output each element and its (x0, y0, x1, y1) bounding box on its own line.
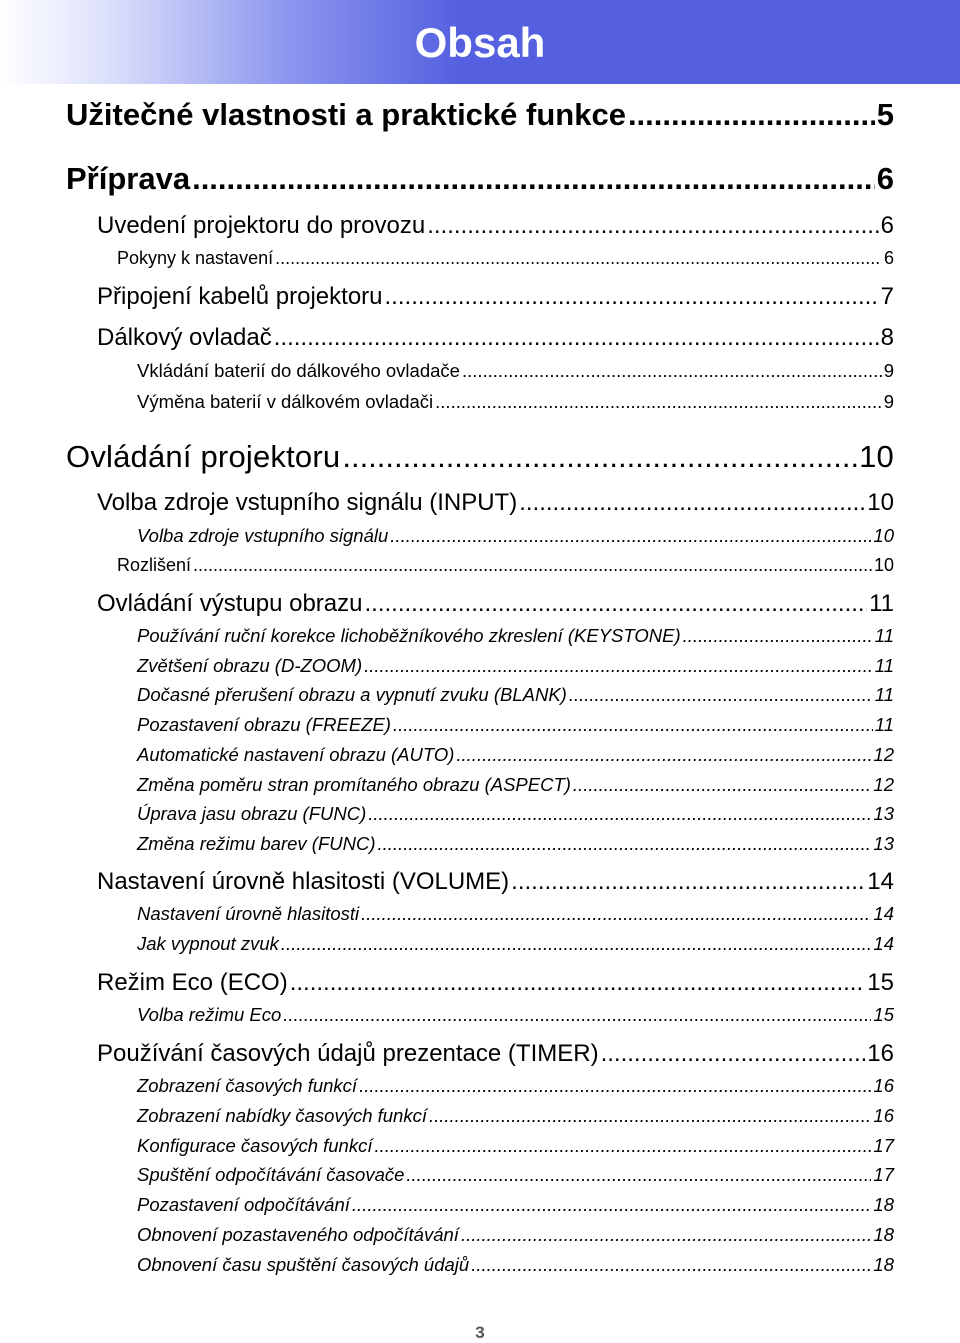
toc-entry-page: 16 (867, 1040, 894, 1067)
toc-entry-title: Zobrazení nabídky časových funkcí (137, 1105, 427, 1126)
toc-entry-page: 11 (874, 684, 894, 705)
toc-entry-page: 18 (873, 1224, 894, 1245)
toc-leader (429, 1105, 871, 1127)
toc-entry-page: 18 (873, 1254, 894, 1275)
toc-leader (375, 1135, 872, 1157)
toc-entry-title: Používání časových údajů prezentace (TIMER) (97, 1040, 599, 1067)
toc-entry[interactable] (137, 803, 894, 825)
toc-entry-page: 8 (880, 324, 894, 351)
page-number: 3 (475, 1323, 485, 1342)
toc-entry-title: Konfigurace časových funkcí (137, 1135, 373, 1156)
toc-leader (352, 1194, 872, 1216)
toc-entry[interactable] (137, 1194, 894, 1216)
toc-entry-title: Režim Eco (ECO) (97, 969, 288, 996)
toc-entry-page: 9 (883, 360, 894, 381)
toc-leader (359, 1075, 871, 1097)
toc-entry-title: Dálkový ovladač (97, 324, 272, 351)
toc-entry-page: 13 (873, 803, 894, 824)
toc-entry-page: 11 (869, 590, 894, 617)
toc-entry[interactable] (137, 1105, 894, 1127)
toc-entry-page: 9 (883, 391, 894, 412)
toc-entry[interactable] (97, 590, 894, 619)
toc-leader (283, 1004, 871, 1026)
toc-entry-page: 6 (876, 161, 894, 196)
toc-leader (281, 933, 872, 955)
toc-entry-title: Pokyny k nastavení (117, 248, 274, 268)
toc-entry[interactable] (137, 684, 894, 706)
toc-entry-page: 6 (883, 248, 894, 268)
toc-leader (683, 625, 873, 647)
toc-entry[interactable] (137, 1075, 894, 1097)
toc-entry[interactable] (137, 391, 894, 413)
toc-entry[interactable] (137, 625, 894, 647)
toc-entry-page: 10 (873, 525, 894, 546)
toc-entry-page: 14 (873, 903, 894, 924)
toc-leader (193, 555, 872, 577)
toc-entry[interactable] (137, 774, 894, 796)
toc-entry[interactable] (97, 868, 894, 897)
toc-entry-page: 5 (876, 97, 894, 132)
toc-leader (385, 283, 879, 312)
toc-entry-page: 11 (874, 714, 894, 735)
toc-leader (601, 1040, 866, 1069)
toc-entry-title: Zobrazení časových funkcí (137, 1075, 358, 1096)
toc-leader (628, 96, 875, 133)
toc-entry-page: 17 (873, 1135, 894, 1156)
toc-leader (393, 714, 873, 736)
toc-leader (569, 684, 873, 706)
toc-entry[interactable] (97, 489, 894, 518)
toc-entry[interactable] (137, 1224, 894, 1246)
toc-entry-title: Používání ruční korekce lichoběžníkového zkreslení (KEYSTONE) (137, 625, 681, 646)
toc-entry-title: Zvětšení obrazu (D-ZOOM) (137, 655, 363, 676)
toc-entry-title: Pozastavení odpočítávání (137, 1194, 350, 1215)
toc-entry-page: 6 (880, 212, 894, 239)
toc-leader (573, 774, 872, 796)
toc-entry-title: Nastavení úrovně hlasitosti (VOLUME) (97, 868, 510, 895)
toc-entry-page: 18 (873, 1194, 894, 1215)
toc-entry-page: 13 (873, 833, 894, 854)
toc-entry-title: Užitečné vlastnosti a praktické funkce (66, 97, 626, 132)
toc-entry[interactable] (97, 283, 894, 312)
toc-entry[interactable] (137, 655, 894, 677)
toc-entry[interactable] (97, 1040, 894, 1069)
toc-entry[interactable] (66, 160, 894, 197)
toc-leader (427, 212, 878, 241)
toc-entry-title: Volba zdroje vstupního signálu (137, 525, 389, 546)
toc-leader (519, 489, 865, 518)
toc-entry-page: 11 (874, 655, 894, 676)
toc-entry-title: Úprava jasu obrazu (FUNC) (137, 803, 367, 824)
toc-entry-title: Vkládání baterií do dálkového ovladače (137, 360, 460, 381)
toc-entry[interactable] (137, 1164, 894, 1186)
toc-entry[interactable] (137, 903, 894, 925)
toc-entry-title: Pozastavení obrazu (FREEZE) (137, 714, 391, 735)
toc-leader (461, 1224, 871, 1246)
toc-entry-page: 15 (873, 1004, 894, 1025)
toc-entry[interactable] (137, 360, 894, 382)
toc-leader (435, 391, 882, 413)
page-title: Obsah (414, 19, 546, 66)
toc-entry-page: 10 (859, 439, 894, 474)
toc-leader (471, 1254, 871, 1276)
toc-entry-title: Příprava (66, 161, 191, 196)
toc-entry[interactable] (97, 324, 894, 353)
toc-entry-title: Ovládání výstupu obrazu (97, 590, 363, 617)
toc-entry-title: Připojení kabelů projektoru (97, 283, 383, 310)
toc-entry[interactable] (137, 833, 894, 855)
toc-leader (456, 744, 871, 766)
toc-entry[interactable] (137, 933, 894, 955)
toc-leader (342, 438, 857, 475)
toc-entry[interactable] (137, 1254, 894, 1276)
toc-entry[interactable] (97, 212, 894, 241)
toc-leader (368, 803, 871, 825)
toc-leader (290, 969, 866, 998)
toc-entry-page: 11 (874, 625, 894, 646)
toc-entry[interactable] (117, 248, 894, 270)
toc-entry-page: 10 (873, 555, 894, 575)
toc-leader (361, 903, 871, 925)
toc-entry[interactable] (97, 969, 894, 998)
toc-leader (406, 1164, 871, 1186)
toc-entry-page: 17 (873, 1164, 894, 1185)
toc-entry-title: Dočasné přerušení obrazu a vypnutí zvuku (BLANK) (137, 684, 567, 705)
toc-leader (365, 590, 868, 619)
toc-entry-title: Ovládání projektoru (66, 439, 341, 474)
toc-entry[interactable] (137, 714, 894, 736)
toc-entry-page: 14 (873, 933, 894, 954)
toc-entry[interactable] (117, 555, 894, 577)
toc-entry-page: 7 (880, 283, 894, 310)
toc-leader (390, 525, 871, 547)
toc-entry-page: 14 (867, 868, 894, 895)
toc-entry-title: Rozlišení (117, 555, 192, 575)
toc-entry-page: 16 (873, 1105, 894, 1126)
toc-entry-title: Výměna baterií v dálkovém ovladači (137, 391, 434, 412)
toc-leader (192, 160, 875, 197)
toc-entry-page: 12 (873, 774, 894, 795)
toc-leader (462, 360, 882, 382)
toc-entry-title: Obnovení času spuštění časových údajů (137, 1254, 470, 1275)
toc-leader (378, 833, 872, 855)
toc-leader (364, 655, 873, 677)
toc-entry-page: 12 (873, 744, 894, 765)
toc-entry[interactable] (137, 1004, 894, 1026)
toc-entry-page: 16 (873, 1075, 894, 1096)
toc-entry-title: Spuštění odpočítávání časovače (137, 1164, 405, 1185)
toc-entry-title: Obnovení pozastaveného odpočítávání (137, 1224, 459, 1245)
toc-entry-title: Změna poměru stran promítaného obrazu (ASPECT) (137, 774, 571, 795)
toc-entry[interactable] (137, 744, 894, 766)
toc-entry-title: Jak vypnout zvuk (137, 933, 279, 954)
toc-entry[interactable] (137, 525, 894, 547)
toc-entry[interactable] (66, 438, 894, 475)
toc-leader (511, 868, 865, 897)
toc-entry[interactable] (66, 96, 894, 133)
toc-entry-page: 15 (867, 969, 894, 996)
toc-leader (275, 248, 882, 270)
toc-entry-title: Volba zdroje vstupního signálu (INPUT) (97, 489, 518, 516)
toc-leader (274, 324, 879, 353)
toc-entry-page: 10 (867, 489, 894, 516)
toc-entry-title: Nastavení úrovně hlasitosti (137, 903, 360, 924)
toc-entry-title: Volba režimu Eco (137, 1004, 282, 1025)
toc-entry-title: Změna režimu barev (FUNC) (137, 833, 376, 854)
toc-entry[interactable] (137, 1135, 894, 1157)
toc-entry-title: Uvedení projektoru do provozu (97, 212, 426, 239)
toc-entry-title: Automatické nastavení obrazu (AUTO) (137, 744, 455, 765)
